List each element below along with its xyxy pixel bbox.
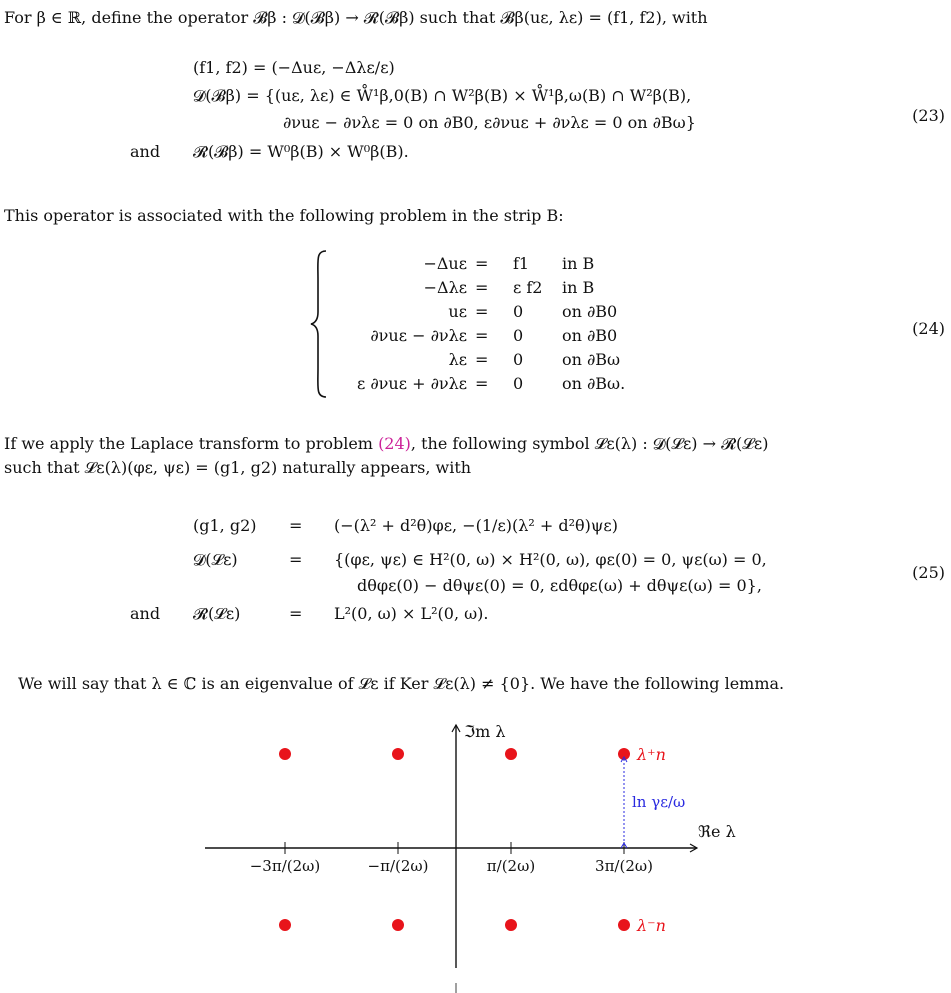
eq25-row1-rhs: (−(λ² + d²θ)φε, −(1/ε)(λ² + d²θ)ψε) bbox=[334, 516, 618, 535]
eq24-row5-rhs: 0 bbox=[513, 350, 524, 369]
eq24-row5-where: on ∂Bω bbox=[562, 350, 621, 369]
eigenvalue-point-upper bbox=[618, 748, 630, 760]
eq23-line3: ∂νuε − ∂νλε = 0 on ∂B0, ε∂νuε + ∂νλε = 0 on ∂Bω} bbox=[283, 113, 696, 132]
eigenvalue-points bbox=[279, 748, 630, 931]
eigenvalue-point-lower bbox=[392, 919, 404, 931]
eigenvalue-point-lower bbox=[279, 919, 291, 931]
eq25-row2-rhs: {(φε, ψε) ∈ H²(0, ω) × H²(0, ω), φε(0) = 0, ψε(ω) = 0, bbox=[334, 550, 767, 569]
eq24-row6-lhs: ε ∂νuε + ∂νλε bbox=[357, 374, 467, 393]
eq23-line1: (f1, f2) = (−Δuε, −Δλε/ε) bbox=[193, 58, 395, 77]
laplace-text-a: If we apply the Laplace transform to problem bbox=[4, 434, 379, 453]
tick-label: −3π/(2ω) bbox=[249, 857, 321, 875]
eq24-row3-lhs: uε bbox=[448, 302, 467, 321]
eq24-row4-where: on ∂B0 bbox=[562, 326, 618, 345]
eq24-row3-rhs: 0 bbox=[513, 302, 524, 321]
lower-eigenvalue-label: λ⁻n bbox=[637, 916, 666, 935]
eq25-row1-lhs: (g1, g2) bbox=[193, 516, 257, 535]
eq24-row1-lhs: −Δuε bbox=[423, 254, 467, 273]
eq24-row2-lhs: −Δλε bbox=[423, 278, 467, 297]
eq25-row2-eq: = bbox=[289, 550, 303, 569]
eq23-line2: 𝓓(𝓑β) = {(uε, λε) ∈ W̊¹β,0(B) ∩ W²β(B) × W̊¹β,ω(B) ∩ W²β(B), bbox=[193, 86, 692, 105]
eq24-row5-lhs: λε bbox=[448, 350, 467, 369]
gap-label: ln γε/ω bbox=[632, 793, 686, 811]
eq24-row6-where: on ∂Bω. bbox=[562, 374, 626, 393]
eq24-row4-rhs: 0 bbox=[513, 326, 524, 345]
laplace-paragraph-line1 bbox=[4, 433, 768, 455]
eq24-row2-eq: = bbox=[475, 278, 489, 297]
eq25-row1-eq: = bbox=[289, 516, 303, 535]
eigenvalue-point-upper bbox=[505, 748, 517, 760]
cases-brace bbox=[310, 250, 328, 398]
eq24-number: (24) bbox=[912, 319, 945, 338]
tick-label: 3π/(2ω) bbox=[595, 857, 653, 875]
eigen-paragraph: We will say that λ ∈ ℂ is an eigenvalue of 𝓛ε if Ker 𝓛ε(λ) ≠ {0}. We have the following lemma. bbox=[18, 674, 785, 693]
strip-paragraph: This operator is associated with the following problem in the strip B: bbox=[4, 206, 564, 225]
eq24-row2-rhs: ε f2 bbox=[513, 278, 543, 297]
intro-paragraph: For β ∈ ℝ, define the operator 𝓑β : 𝓓(𝓑β) → 𝓡(𝓑β) such that 𝓑β(uε, λε) = (f1, f2), with bbox=[4, 8, 708, 27]
laplace-paragraph-line2: such that 𝓛ε(λ)(φε, ψε) = (g1, g2) naturally appears, with bbox=[4, 458, 472, 477]
eigenvalue-point-upper bbox=[279, 748, 291, 760]
eq24-row2-where: in B bbox=[562, 278, 595, 297]
eq24-row1-rhs: f1 bbox=[513, 254, 530, 273]
eq23-line4: 𝓡(𝓑β) = W⁰β(B) × W⁰β(B). bbox=[193, 142, 409, 161]
eq24-row6-rhs: 0 bbox=[513, 374, 524, 393]
imaginary-axis-label: ℑm λ bbox=[464, 722, 506, 741]
eq23-number: (23) bbox=[912, 106, 945, 125]
eq25-row3-rhs: dθφε(0) − dθψε(0) = 0, εdθφε(ω) + dθψε(ω) = 0}, bbox=[357, 576, 762, 595]
eq24-row4-eq: = bbox=[475, 326, 489, 345]
eigenvalue-point-lower bbox=[618, 919, 630, 931]
eigenvalue-point-lower bbox=[505, 919, 517, 931]
eq24-reference-link[interactable]: (24) bbox=[378, 434, 411, 453]
eq24-row3-eq: = bbox=[475, 302, 489, 321]
eq25-number: (25) bbox=[912, 563, 945, 582]
upper-eigenvalue-label: λ⁺n bbox=[637, 745, 666, 764]
eq25-row4-eq: = bbox=[289, 604, 303, 623]
eq24-row1-where: in B bbox=[562, 254, 595, 273]
eq25-row4-lhs: 𝓡(𝓛ε) bbox=[193, 604, 241, 623]
eigenvalue-point-upper bbox=[392, 748, 404, 760]
laplace-text-b: , the following symbol 𝓛ε(λ) : 𝓓(𝓛ε) → 𝓡(𝓛ε) bbox=[410, 434, 769, 453]
eigenvalue-figure bbox=[0, 693, 951, 993]
eq24-row6-eq: = bbox=[475, 374, 489, 393]
eq24-row4-lhs: ∂νuε − ∂νλε bbox=[370, 326, 467, 345]
eq24-row5-eq: = bbox=[475, 350, 489, 369]
tick-label: π/(2ω) bbox=[486, 857, 536, 875]
eq25-row4-rhs: L²(0, ω) × L²(0, ω). bbox=[334, 604, 489, 623]
eq24-row1-eq: = bbox=[475, 254, 489, 273]
eq23-and: and bbox=[130, 142, 161, 161]
real-axis-label: ℜe λ bbox=[698, 822, 736, 841]
eq24-row3-where: on ∂B0 bbox=[562, 302, 618, 321]
tick-label: −π/(2ω) bbox=[367, 857, 429, 875]
eq25-and: and bbox=[130, 604, 161, 623]
eq25-row2-lhs: 𝓓(𝓛ε) bbox=[193, 550, 238, 569]
